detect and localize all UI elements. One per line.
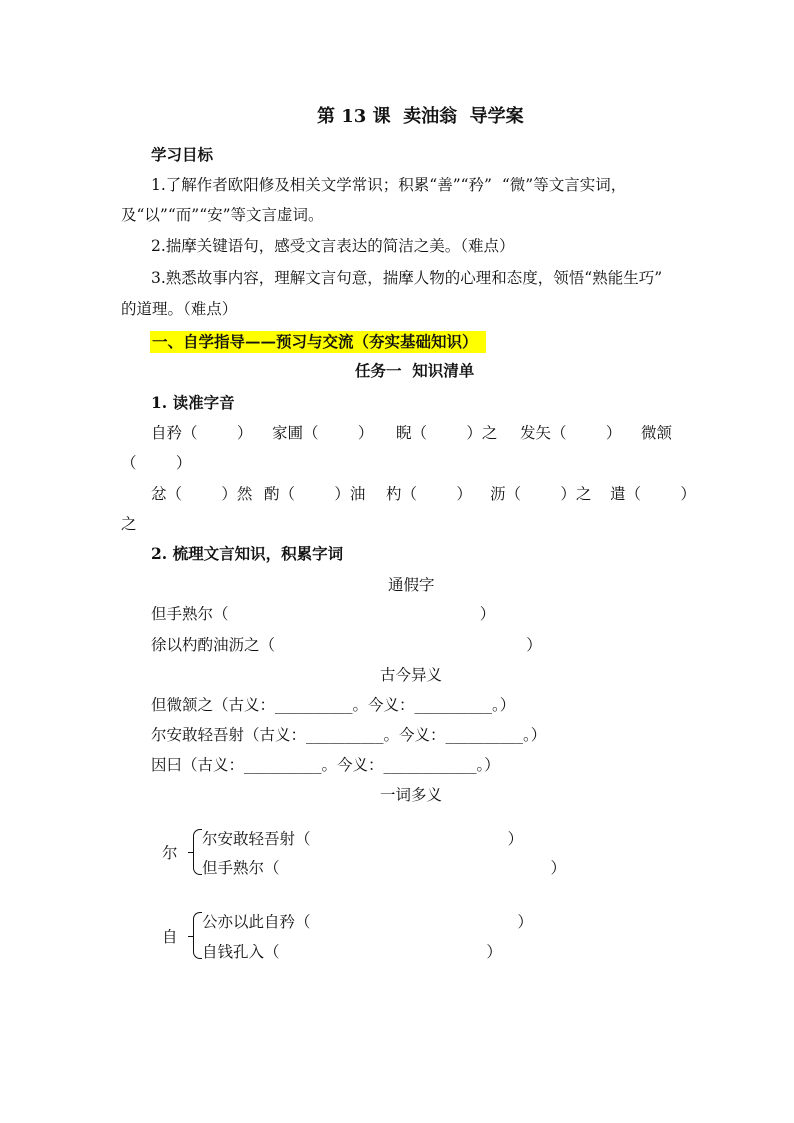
- pron-item: 沥（ ）之: [490, 485, 592, 503]
- pronunciation-heading: 1. 读准字音: [151, 393, 235, 412]
- pron-item: 杓（ ）: [386, 485, 472, 503]
- goals-heading: 学习目标: [151, 145, 214, 164]
- pron-item: 微颔: [641, 424, 673, 442]
- duoyi-word: 尔: [162, 844, 178, 862]
- goal-3-line-2: 的道理。（难点）: [121, 300, 238, 318]
- pron-row-1-cont: （ ）: [121, 454, 192, 472]
- goal-2: 2.揣摩关键语句，感受文言表达的简洁之美。（难点）: [151, 237, 515, 255]
- pron-item: 睨（ ）之: [396, 424, 498, 442]
- vocab-heading: 2. 梳理文言知识，积累字词: [151, 544, 344, 563]
- goal-3-line-1: 3.熟悉故事内容，理解文言句意，揣摩人物的心理和态度，领悟“熟能生巧”: [151, 269, 663, 287]
- duoyi-line: 尔安敢轻吾射（ ）: [202, 830, 524, 848]
- tongjia-line: 徐以杓酌油沥之（ ）: [151, 636, 542, 654]
- goal-1-line-2: 及“以”“而”“安”等文言虚词。: [121, 206, 324, 224]
- duoyi-word: 自: [162, 928, 178, 946]
- goal-1-line-1: 1.了解作者欧阳修及相关文学常识；积累“善”“矜” “微”等文言实词，: [151, 176, 627, 194]
- duoyi-line: 公亦以此自矜（ ）: [202, 913, 533, 931]
- duoyi-label: 一词多义: [380, 786, 443, 804]
- pron-item: 忿（ ）然: [151, 485, 253, 503]
- gujin-line: 但微颔之（古义：__________。今义：__________。）: [151, 696, 516, 714]
- gujin-line: 因曰（古义：__________。今义：____________。）: [151, 756, 500, 774]
- brace-icon: [193, 912, 202, 959]
- duoyi-line: 自钱孔入（ ）: [202, 943, 502, 961]
- pron-row-2-cont: 之: [121, 515, 137, 533]
- tongjia-line: 但手熟尔（ ）: [151, 605, 496, 623]
- pron-item: 家圃（ ）: [272, 424, 374, 442]
- task-title: 任务一 知识清单: [355, 361, 475, 380]
- gujin-line: 尔安敢轻吾射（古义：__________。今义：__________。）: [151, 726, 547, 744]
- page-title: 第 13 课 卖油翁 导学案: [317, 106, 524, 127]
- brace-icon: [193, 829, 202, 875]
- pron-item: 发矢（ ）: [520, 424, 622, 442]
- duoyi-line: 但手熟尔（ ）: [202, 859, 566, 877]
- section-heading-highlighted: 一、自学指导——预习与交流（夯实基础知识）: [150, 331, 486, 353]
- tongjia-label: 通假字: [388, 576, 435, 594]
- pron-item: 酌（ ）油: [264, 485, 366, 503]
- pron-item: 遣（ ）: [610, 485, 696, 503]
- pron-item: 自矜（ ）: [151, 424, 253, 442]
- gujin-label: 古今异义: [380, 666, 443, 684]
